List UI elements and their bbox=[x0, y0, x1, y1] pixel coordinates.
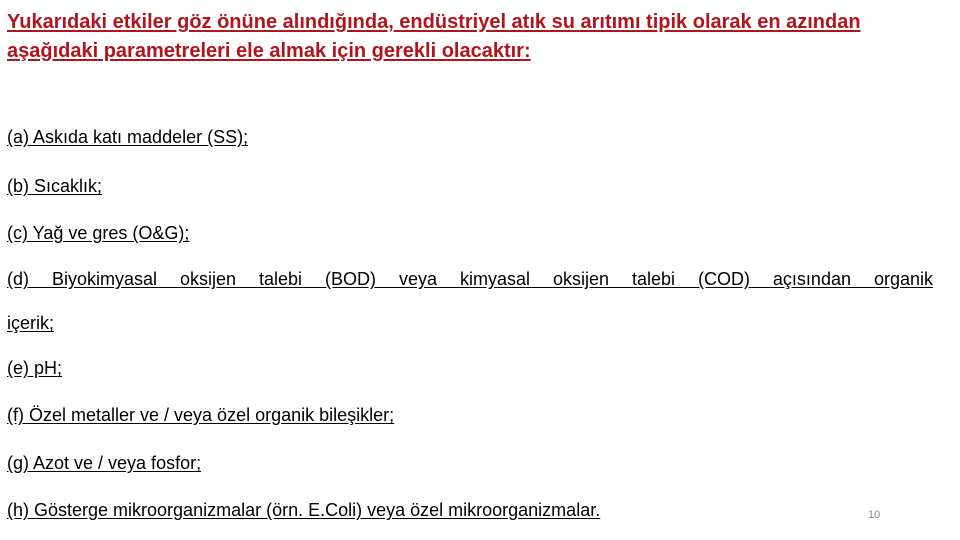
list-item-a: (a) Askıda katı maddeler (SS); bbox=[7, 127, 249, 147]
list-item-c: (c) Yağ ve gres (O&G); bbox=[7, 223, 190, 243]
list-item-d-line2: içerik; bbox=[7, 313, 55, 333]
list-item-h: (h) Gösterge mikroorganizmalar (örn. E.Coli) veya özel mikroorganizmalar. bbox=[7, 500, 601, 520]
list-item-e: (e) pH; bbox=[7, 358, 63, 378]
page-number: 10 bbox=[868, 509, 881, 521]
list-item-b: (b) Sıcaklık; bbox=[7, 176, 103, 196]
slide-heading: Yukarıdaki etkiler göz önüne alındığında, endüstriyel atık su arıtımı tipik olarak en azından aşağıdaki parametreleri ele almak için gerekli olacaktır: bbox=[7, 11, 861, 62]
list-item-f: (f) Özel metaller ve / veya özel organik bileşikler; bbox=[7, 405, 395, 425]
list-item-g: (g) Azot ve / veya fosfor; bbox=[7, 453, 202, 473]
list-item-d-line1: (d) Biyokimyasal oksijen talebi (BOD) veya kimyasal oksijen talebi (COD) açısından organik bbox=[7, 269, 933, 289]
